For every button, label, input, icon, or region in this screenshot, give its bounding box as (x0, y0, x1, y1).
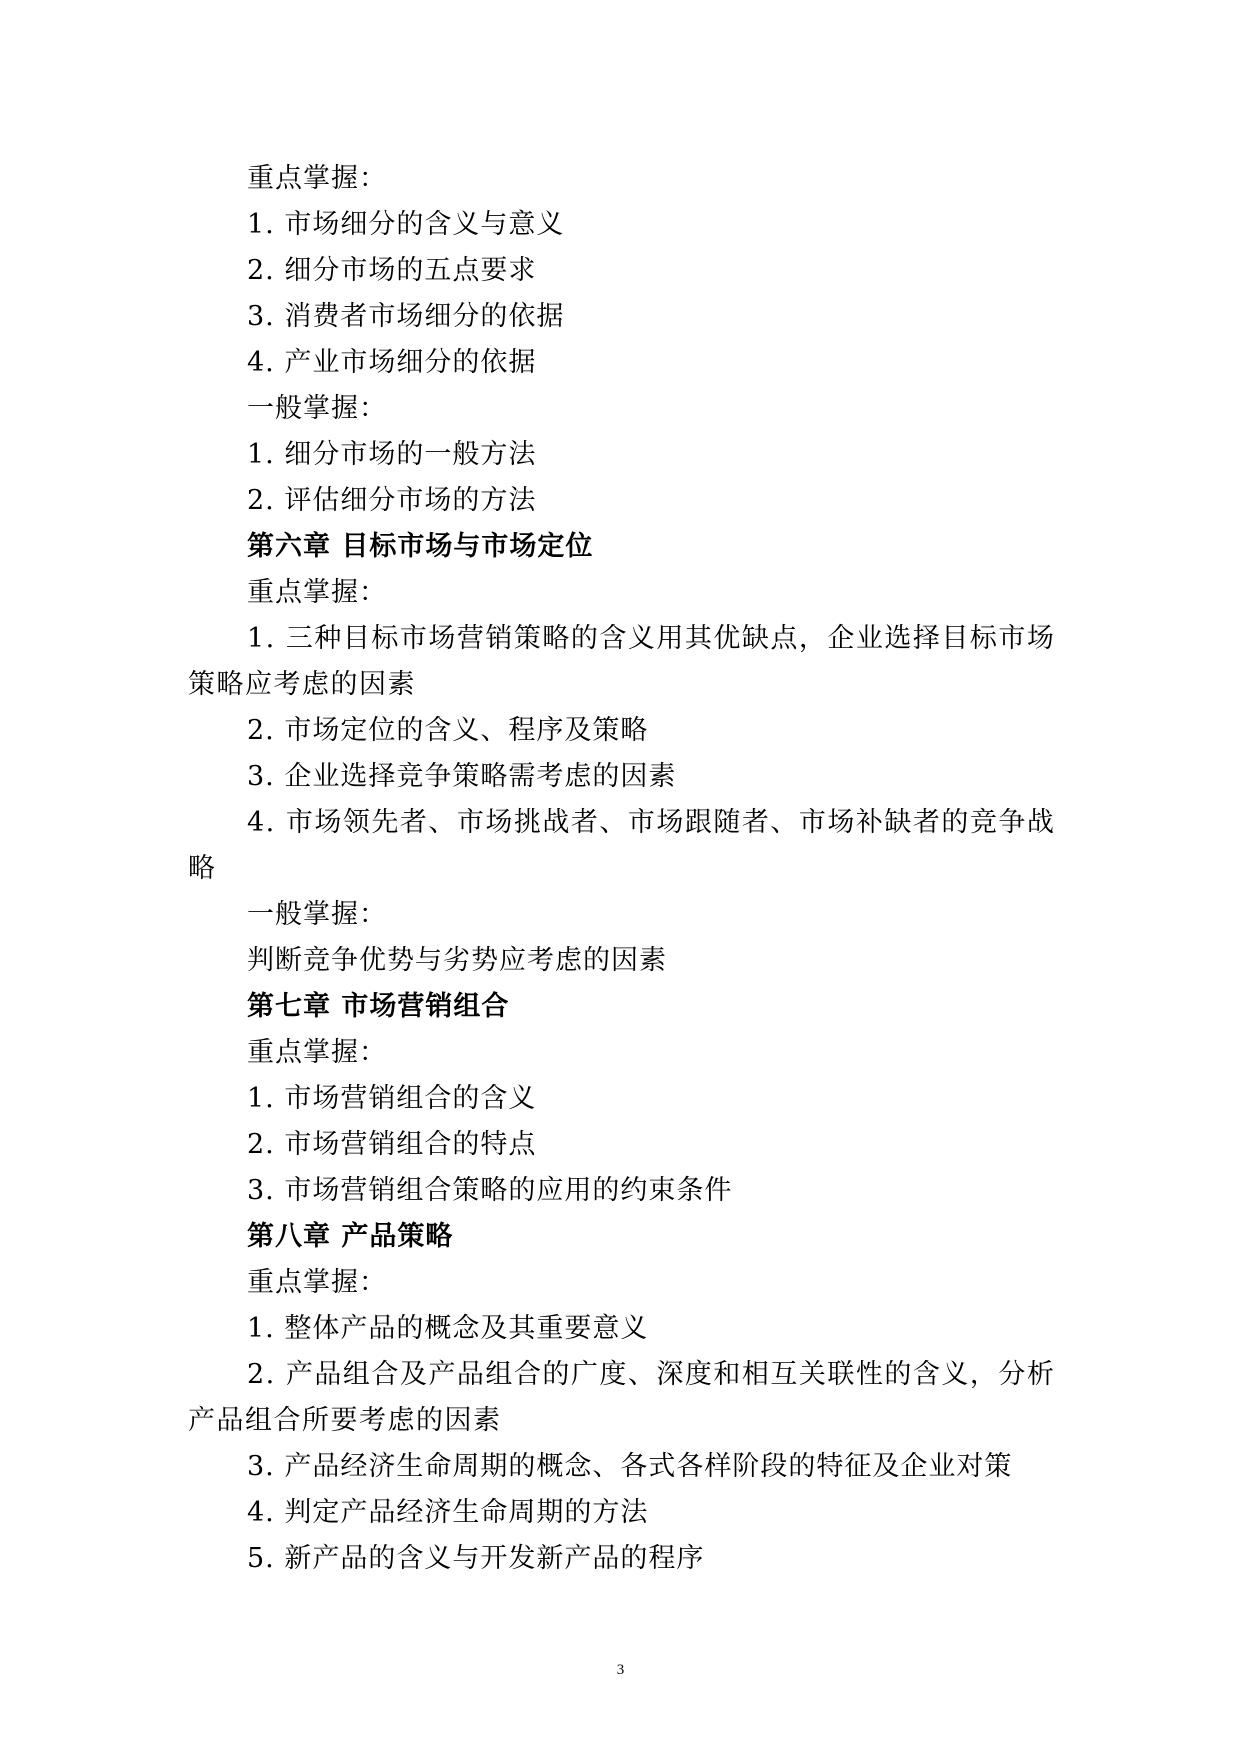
text-line: 3. 产品经济生命周期的概念、各式各样阶段的特征及企业对策 (247, 1451, 1013, 1482)
text-line: 4. 判定产品经济生命周期的方法 (247, 1497, 649, 1528)
text-line: 重点掌握： (247, 1037, 387, 1068)
paragraph: 1. 三种目标市场营销策略的含义用其优缺点，企业选择目标市场策略应考虑的因素 (188, 623, 1056, 700)
text-line: 3. 市场营销组合策略的应用的约束条件 (247, 1175, 733, 1206)
text-line: 1. 细分市场的一般方法 (247, 439, 537, 470)
text-line: 3. 企业选择竞争策略需考虑的因素 (247, 761, 677, 792)
chapter-heading: 第七章 市场营销组合 (247, 991, 510, 1022)
chapter-heading: 第六章 目标市场与市场定位 (247, 531, 594, 562)
text-line: 重点掌握： (247, 577, 387, 608)
text-line: 3. 消费者市场细分的依据 (247, 301, 565, 332)
text-line: 一般掌握： (247, 393, 387, 424)
text-line: 2. 市场营销组合的特点 (247, 1129, 537, 1160)
paragraph: 2. 产品组合及产品组合的广度、深度和相互关联性的含义，分析产品组合所要考虑的因素 (188, 1359, 1056, 1436)
text-line: 2. 市场定位的含义、程序及策略 (247, 715, 649, 746)
page-number: 3 (616, 1662, 625, 1678)
paragraph: 4. 市场领先者、市场挑战者、市场跟随者、市场补缺者的竞争战略 (188, 807, 1056, 884)
page-content (188, 156, 1058, 1582)
text-line: 4. 产业市场细分的依据 (247, 347, 537, 378)
text-line: 一般掌握： (247, 899, 387, 930)
text-line: 2. 评估细分市场的方法 (247, 485, 537, 516)
text-line: 1. 市场营销组合的含义 (247, 1083, 537, 1114)
text-line: 5. 新产品的含义与开发新产品的程序 (247, 1543, 705, 1574)
text-line: 1. 整体产品的概念及其重要意义 (247, 1313, 649, 1344)
text-line: 判断竞争优势与劣势应考虑的因素 (247, 945, 667, 976)
text-line: 1. 市场细分的含义与意义 (247, 209, 565, 240)
text-line: 重点掌握： (247, 163, 387, 194)
text-line: 重点掌握： (247, 1267, 387, 1298)
text-line: 2. 细分市场的五点要求 (247, 255, 537, 286)
chapter-heading: 第八章 产品策略 (247, 1221, 454, 1252)
